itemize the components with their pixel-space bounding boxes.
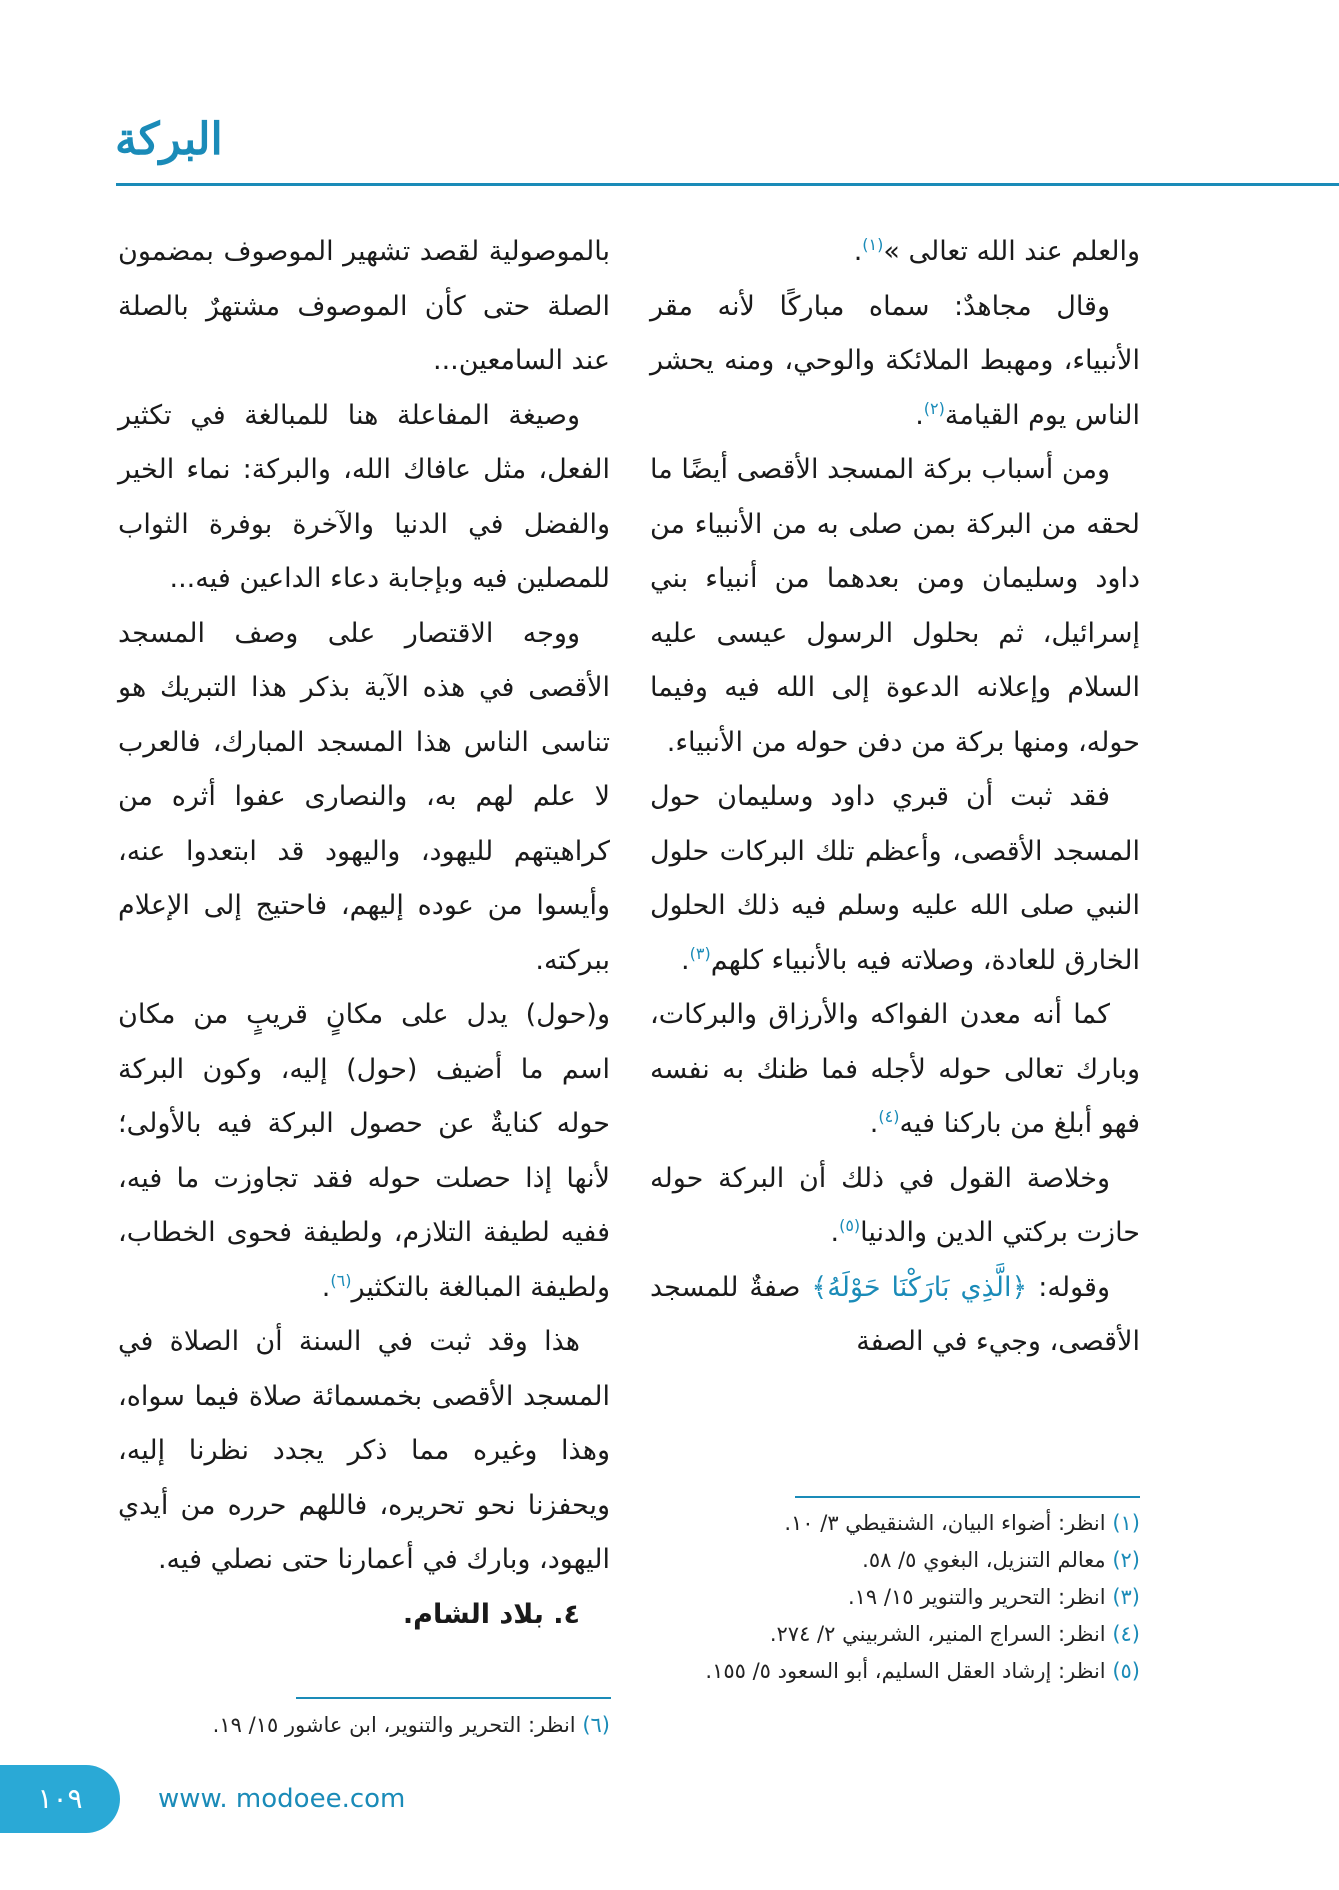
paragraph: وقوله: ﴿الَّذِي بَارَكْنَا حَوْلَهُ﴾ صفةٌ للمسجد الأقصى، وجيء في الصفة	[650, 1271, 1140, 1357]
section-heading: ٤. بلاد الشام.	[402, 1598, 580, 1630]
right-text-column	[650, 225, 1140, 1370]
footnote-ref[interactable]: (٤)	[878, 1107, 900, 1126]
paragraph: والعلم عند الله تعالى »$^{(١)}$.	[853, 235, 1140, 267]
footnote: (٤) انظر: السراج المنير، الشربيني ٢/ ٢٧٤.	[769, 1622, 1140, 1646]
footnote-ref[interactable]: (٢)	[923, 398, 945, 418]
footnote: (٥) انظر: إرشاد العقل السليم، أبو السعود ٥/ ١٥٥.	[705, 1659, 1140, 1683]
footnote-ref[interactable]: (٦)	[330, 1270, 352, 1290]
paragraph: وقال مجاهدٌ: سماه مباركًا لأنه مقر الأنبياء، ومهبط الملائكة والوحي، ومنه يحشر الناس يوم القيامة$^{(٢)}$.	[650, 290, 1140, 431]
quran-verse: ﴿الَّذِي بَارَكْنَا حَوْلَهُ﴾	[811, 1271, 1028, 1303]
footnote-ref[interactable]: (١)	[862, 235, 884, 254]
footnote-divider	[296, 1697, 611, 1699]
paragraph: وصيغة المفاعلة هنا للمبالغة في تكثير الفعل، مثل عافاك الله، والبركة: نماء الخير والفضل في الدنيا والآخرة بوفرة الثواب للمصلين فيه وبإجابة دعاء الداعين فيه...	[118, 399, 610, 594]
footnote: (٢) معالم التنزيل، البغوي ٥/ ٥٨.	[862, 1548, 1140, 1572]
paragraph: و(حول) يدل على مكانٍ قريبٍ من مكان اسم ما أضيف (حول) إليه، وكون البركة حوله كنايةٌ عن حصول البركة فيه بالأولى؛ لأنها إذا حصلت حوله فقد تجاوزت ما فيه، ففيه لطيفة التلازم، ولطيفة فحوى الخطاب، ولطيفة المبالغة بالتكثير$^{(٦)}$.	[118, 999, 610, 1303]
footnotes-right	[650, 1505, 1140, 1690]
paragraph: فقد ثبت أن قبري داود وسليمان حول المسجد الأقصى، وأعظم تلك البركات حلول النبي صلى الله عليه وسلم فيه ذلك الحلول الخارق للعادة، وصلاته فيه بالأنبياء كلهم$^{(٣)}$.	[650, 781, 1140, 976]
footnote: (٣) انظر: التحرير والتنوير ١٥/ ١٩.	[847, 1585, 1140, 1609]
footnotes-left	[118, 1707, 610, 1744]
header-divider	[116, 183, 1339, 186]
paragraph: بالموصولية لقصد تشهير الموصوف بمضمون الصلة حتى كأن الموصوف مشتهرٌ بالصلة عند السامعين...	[118, 236, 610, 376]
footnote-ref[interactable]: (٣)	[689, 943, 711, 963]
paragraph: ووجه الاقتصار على وصف المسجد الأقصى في هذه الآية بذكر هذا التبريك هو تناسى الناس هذا المسجد المبارك، فالعرب لا علم لهم به، والنصارى عفوا أثره من كراهيتهم لليهود، واليهود قد ابتعدوا عنه، وأيسوا من عوده إليهم، فاحتيج إلى الإعلام ببركته.	[118, 617, 610, 976]
left-text-column	[118, 225, 610, 1642]
website-link[interactable]: www. modoee.com	[158, 1784, 406, 1814]
running-header-title: البركة	[115, 114, 223, 165]
page-number: ١٠٩	[0, 1765, 120, 1833]
paragraph: ومن أسباب بركة المسجد الأقصى أيضًا ما لحقه من البركة بمن صلى به من الأنبياء من داود وسليمان ومن بعدهما من أنبياء بني إسرائيل، ثم بحلول الرسول عيسى عليه السلام وإعلانه الدعوة إلى الله فيه وفيما حوله، ومنها بركة من دفن حوله من الأنبياء.	[650, 454, 1140, 758]
footnote-ref[interactable]: (٥)	[839, 1216, 861, 1235]
paragraph: هذا وقد ثبت في السنة أن الصلاة في المسجد الأقصى بخمسمائة صلاة فيما سواه، وهذا وغيره مما ذكر يجدد نظرنا إليه، ويحفزنا نحو تحريره، فاللهم حرره من أيدي اليهود، وبارك في أعمارنا حتى نصلي فيه.	[118, 1326, 610, 1575]
paragraph: وخلاصة القول في ذلك أن البركة حوله حازت بركتي الدين والدنيا$^{(٥)}$.	[650, 1162, 1140, 1248]
paragraph: كما أنه معدن الفواكه والأرزاق والبركات، وبارك تعالى حوله لأجله فما ظنك به نفسه فهو أبلغ من باركنا فيه$^{(٤)}$.	[650, 999, 1140, 1139]
footnote-divider	[795, 1496, 1140, 1498]
footnote: (٦) انظر: التحرير والتنوير، ابن عاشور ١٥/ ١٩.	[212, 1713, 610, 1737]
footnote: (١) انظر: أضواء البيان، الشنقيطي ٣/ ١٠.	[784, 1511, 1140, 1535]
